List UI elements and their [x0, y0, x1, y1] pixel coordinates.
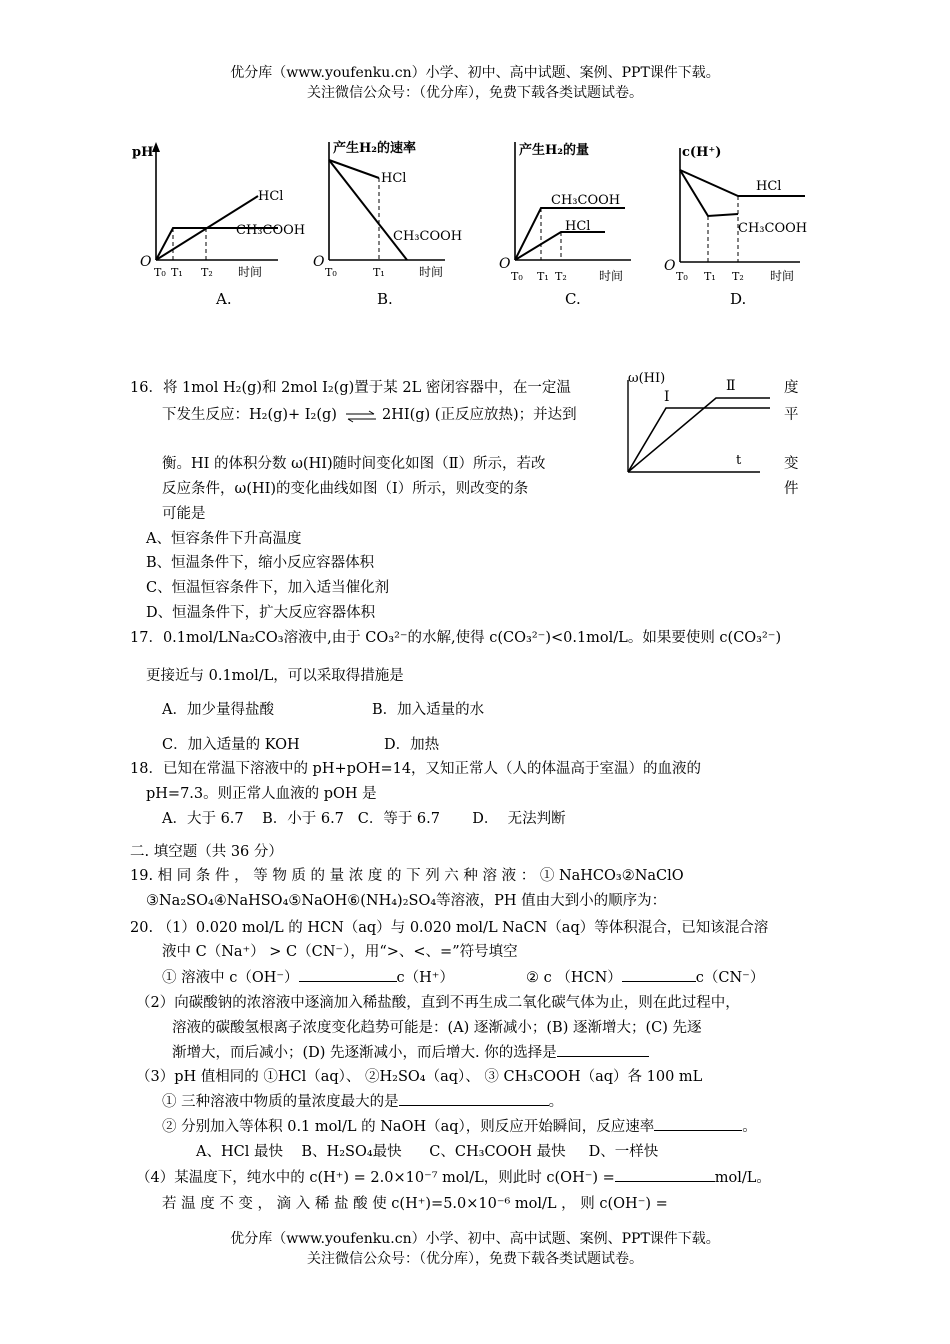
svg-text:CH₃COOH: CH₃COOH: [551, 193, 621, 208]
q19-line-1: 19. 相 同 条 件 ， 等 物 质 的 量 浓 度 的 下 列 六 种 溶 液 ： ① NaHCO₃②NaClO: [130, 868, 684, 884]
svg-text:O: O: [313, 254, 325, 270]
chart-q16: [620, 366, 780, 482]
q20-p2-line-2: 溶液的碳酸氢根离子浓度变化趋势可能是：(A) 逐渐减小；(B) 逐渐增大；(C) 先逐: [172, 1020, 702, 1036]
q16-line-2b: 2HI(g) (正反应放热)；并达到: [382, 407, 577, 423]
chart-a-label-hcl: HCl: [258, 189, 284, 204]
q17-option-b: B．加入适量的水: [372, 702, 485, 718]
q18-options: A．大于 6.7 B．小于 6.7 C．等于 6.7 D． 无法判断: [162, 811, 566, 827]
svg-text:时间: 时间: [419, 265, 444, 279]
footer-line-2: 关注微信公众号：（优分库），免费下载各类试题试卷。: [307, 1251, 643, 1267]
svg-text:O: O: [499, 256, 511, 272]
q20-p2-line-3: 渐增大，而后减小；(D) 先逐渐减小，而后增大. 你的选择是: [172, 1041, 649, 1062]
q20-p2-line-1: （2）向碳酸钠的浓溶液中逐滴加入稀盐酸，直到不再生成二氧化碳气体为止，则在此过程中，: [136, 995, 740, 1011]
q20-p1-line-1: 20. （1）0.020 mol/L 的 HCN（aq）与 0.020 mol/L NaCN（aq）等体积混合，已知该混合溶: [130, 920, 769, 936]
q20-blank-1[interactable]: [299, 966, 397, 982]
q16-line-2a: 下发生反应：H₂(g)+ I₂(g): [162, 407, 337, 423]
q20-p3-line-2: ① 三种溶液中物质的量浓度最大的是 。: [162, 1090, 563, 1111]
svg-text:T₀: T₀: [325, 266, 337, 279]
q17-option-a: A．加少量得盐酸: [162, 702, 274, 718]
q20-p1-a: ① 溶液中 c（OH⁻） c（H⁺）: [162, 966, 454, 987]
svg-text:T₁: T₁: [373, 266, 385, 279]
svg-text:Ⅱ: Ⅱ: [726, 378, 736, 394]
svg-text:T₁: T₁: [704, 270, 716, 283]
svg-text:时间: 时间: [770, 269, 795, 283]
svg-text:HCl: HCl: [381, 171, 407, 186]
header-line-2: 关注微信公众号：（优分库），免费下载各类试题试卷。: [307, 85, 643, 101]
svg-text:T₂: T₂: [201, 266, 213, 279]
svg-text:T₁: T₁: [537, 270, 549, 283]
q16-line-3: 衡。HI 的体积分数 ω(HI)随时间变化如图（Ⅱ）所示，若改: [162, 456, 546, 472]
q17-line-1: 17．0.1mol/LNa₂CO₃溶液中,由于 CO₃²⁻的水解,使得 c(CO₃²⁻)<0.1mol/L。如果要使则 c(CO₃²⁻): [130, 630, 782, 646]
svg-text:t: t: [736, 453, 742, 468]
q16-option-d: D、恒温条件下，扩大反应容器体积: [146, 605, 376, 621]
chart-q16-curve-I: [628, 408, 770, 472]
svg-text:I: I: [664, 389, 670, 405]
svg-text:T₂: T₂: [732, 270, 744, 283]
chart-a-label-ch3cooh: CH₃COOH: [236, 223, 306, 238]
footer-line-1: 优分库（www.youfenku.cn）小学、初中、高中试题、案例、PPT课件下载。: [230, 1231, 720, 1247]
chart-a: [128, 138, 318, 313]
section-2-title: 二. 填空题（共 36 分）: [130, 844, 283, 860]
chart-c-ylabel: 产生H₂的量: [519, 143, 589, 158]
chart-a-ylabel: pH: [132, 145, 154, 160]
q16-line-5: 可能是: [162, 506, 206, 522]
q18-line-2: pH=7.3。则正常人血液的 pOH 是: [146, 786, 377, 802]
q20-blank-4[interactable]: [399, 1090, 549, 1106]
q19-line-2: ③Na₂SO₄④NaHSO₄⑤NaOH⑥(NH₄)₂SO₄等溶液，PH 值由大到小的顺序为：: [146, 893, 667, 909]
svg-text:O: O: [140, 254, 152, 270]
chart-b-ylabel: 产生H₂的速率: [333, 141, 416, 156]
svg-text:T₂: T₂: [555, 270, 567, 283]
q20-blank-3[interactable]: [557, 1041, 649, 1057]
chart-a-caption: A.: [216, 290, 232, 308]
svg-text:时间: 时间: [238, 265, 263, 279]
svg-text:CH₃COOH: CH₃COOH: [393, 229, 463, 244]
chart-c-caption: C.: [565, 290, 581, 308]
svg-text:时间: 时间: [599, 269, 624, 283]
q16-right-1: 度: [784, 380, 799, 396]
svg-text:T₀: T₀: [511, 270, 523, 283]
q16-option-c: C、恒温恒容条件下，加入适当催化剂: [146, 580, 390, 596]
svg-text:HCl: HCl: [565, 219, 591, 234]
chart-q16-ylabel: ω(HI): [628, 371, 666, 386]
svg-text:T₁: T₁: [171, 266, 183, 279]
chart-d-ylabel: c(H⁺): [682, 145, 722, 160]
chart-d-caption: D.: [730, 290, 747, 308]
svg-text:CH₃COOH: CH₃COOH: [738, 221, 808, 236]
chart-c-ch3cooh-line: [515, 208, 625, 260]
q16-option-b: B、恒温条件下，缩小反应容器体积: [146, 555, 375, 571]
chart-b-caption: B.: [377, 290, 393, 308]
q16-right-4: 件: [784, 481, 799, 497]
q20-p3-options: A、HCl 最快 B、H₂SO₄最快 C、CH₃COOH 最快 D、一样快: [196, 1144, 659, 1160]
chart-d: [660, 138, 830, 313]
q20-p4-line-1: （4）某温度下，纯水中的 c(H⁺) = 2.0×10⁻⁷ mol/L，则此时 c(OH⁻) = mol/L。: [136, 1166, 771, 1187]
q20-p3-line-3: ② 分别加入等体积 0.1 mol/L 的 NaOH（aq），则反应开始瞬间，反应速率 。: [162, 1115, 757, 1136]
chart-c-hcl-line: [515, 232, 605, 260]
q20-p1-line-2: 液中 C（Na⁺） > C（CN⁻），用“>、<、=”符号填空: [162, 944, 518, 960]
q16-right-3: 变: [784, 456, 799, 472]
q20-p3-line-1: （3）pH 值相同的 ①HCl（aq）、 ②H₂SO₄（aq）、 ③ CH₃COOH（aq）各 100 mL: [136, 1069, 703, 1085]
q20-blank-2[interactable]: [622, 966, 696, 982]
q16-option-a: A、恒容条件下升高温度: [146, 531, 302, 547]
chart-b: [305, 138, 495, 313]
q20-p4-line-2: 若 温 度 不 变 ， 滴 入 稀 盐 酸 使 c(H⁺)=5.0×10⁻⁶ mol/L ， 则 c(OH⁻) =: [162, 1196, 668, 1212]
svg-text:T₀: T₀: [676, 270, 688, 283]
q17-option-c: C．加入适量的 KOH: [162, 737, 300, 753]
q16-right-2: 平: [784, 407, 799, 423]
q16-line-4: 反应条件，ω(HI)的变化曲线如图（Ⅰ）所示，则改变的条: [162, 481, 529, 497]
header-line-1: 优分库（www.youfenku.cn）小学、初中、高中试题、案例、PPT课件下载。: [230, 65, 720, 81]
q17-option-d: D．加热: [384, 737, 440, 753]
q17-line-2: 更接近与 0.1mol/L，可以采取得措施是: [146, 668, 404, 684]
svg-text:T₀: T₀: [154, 266, 166, 279]
q20-blank-5[interactable]: [654, 1115, 742, 1131]
q20-blank-6[interactable]: [615, 1166, 715, 1182]
chart-c: [495, 138, 655, 313]
chart-d-hcl-line: [680, 170, 805, 196]
svg-text:HCl: HCl: [756, 179, 782, 194]
svg-text:O: O: [664, 258, 676, 274]
q16-line-1: 16．将 1mol H₂(g)和 2mol I₂(g)置于某 2L 密闭容器中，在一定温: [130, 380, 571, 396]
equilibrium-arrow-icon: [344, 406, 378, 426]
q18-line-1: 18．已知在常温下溶液中的 pH+pOH=14，又知正常人（人的体温高于室温）的血液的: [130, 761, 702, 777]
q20-p1-b: ② c （HCN） c（CN⁻）: [526, 966, 764, 987]
